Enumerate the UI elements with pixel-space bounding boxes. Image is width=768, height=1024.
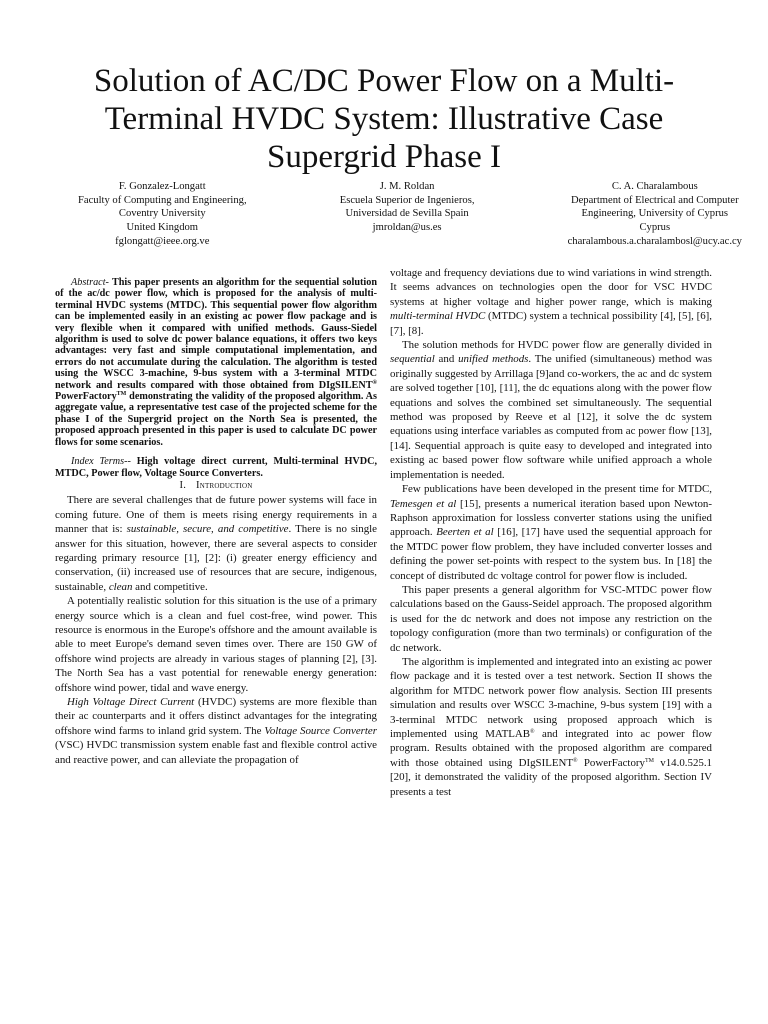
abstract-paragraph [55, 277, 377, 448]
intro-paragraph-5 [390, 482, 712, 583]
index-terms [55, 456, 377, 479]
text-run: (VSC) HVDC transmission system enable fast and flexible control active and reactive power, and can alleviate the propagation of [55, 739, 377, 766]
section-title: Introduction [196, 479, 253, 491]
author-affiliation-line: Universidad de Sevilla Spain [345, 208, 469, 220]
text-run: . There is no single answer for this situation, however, there are several aspects to consider regarding primary resource [1], [2]: (i) greater energy efficiency and conservation, (ii) increased use of resources that are secure, indigenous, sustainable, [55, 523, 378, 593]
abstract-lead: Abstract- [71, 277, 109, 288]
text-run: [15], presents a numerical iteration based upon Newton-Raphson approximation for lossless converter stations using the unified approach. [390, 497, 712, 539]
text-run-italic: unified methods [458, 353, 529, 366]
section-number: I. [179, 479, 187, 491]
text-run: and integrated into ac power flow program. Results obtained with the proposed algorithm are compared with those obtained using DIgSILENT [390, 728, 713, 769]
author-affiliation-line: Engineering, University of Cyprus [581, 208, 729, 220]
intro-paragraph-3-continued [390, 266, 712, 338]
abstract-text-3: demonstrating the validity of the proposed algorithm. As aggregate value, a representative test case of the projected scheme for the phase I of the Supergrid project on the North Sea is presented, the proposed approach presented in this paper is used to calculate DC power flows for some scenarios. [55, 391, 377, 448]
text-run: (HVDC) systems are more flexible than their ac counterparts and it offers distinct advantages for the integrating offshore wind farms to inland grid system. The [55, 696, 377, 737]
author-1 [78, 180, 247, 249]
author-email: fglongatt@ieee.org.ve [115, 235, 210, 247]
registered-mark: ® [372, 379, 377, 386]
text-run: PowerFactory [577, 756, 645, 769]
intro-paragraph-7 [390, 655, 712, 799]
text-run-italic: High Voltage Direct Current [67, 696, 195, 708]
author-affiliation-line: Department of Electrical and Computer [570, 194, 739, 206]
text-run-italic: clean [108, 580, 133, 593]
paper-title: Solution of AC/DC Power Flow on a Multi-Terminal HVDC System: Illustrative Case Supergrid Phase I [93, 63, 675, 175]
registered-mark: ® [530, 729, 535, 735]
author-email: charalambous.a.charalambosl@ucy.ac.cy [567, 235, 742, 247]
index-terms-lead: Index Terms-- [71, 456, 131, 468]
text-run: voltage and frequency deviations due to wind variations in wind strength. It seems advances on technologies open the door for VSC HVDC systems at higher voltage and higher power range, which is making [390, 267, 712, 308]
author-affiliation-line: United Kingdom [126, 222, 199, 234]
text-run-italic: multi-terminal HVDC [390, 310, 486, 323]
abstract-text-2: PowerFactory [55, 391, 117, 403]
intro-paragraph-3 [55, 695, 377, 767]
author-email: jmroldan@us.es [372, 222, 442, 234]
abstract [55, 277, 377, 479]
trademark-mark: TM [116, 391, 127, 398]
author-name: C. A. Charalambous [611, 181, 698, 192]
text-run-italic: Temesgen et al [390, 497, 457, 510]
text-run: and competitive. [132, 580, 208, 593]
intro-paragraph-4 [390, 338, 712, 482]
text-run: . The unified (simultaneous) method was originally suggested by Arrillaga [9]and co-workers, the ac and dc system are solved together [10], [11], the dc equations along with the power flow equations and solves the combined set simultaneously. The sequential method was proposed by Reeve et al [12], it solve the dc system equations using interface variables as computed from ac power flow [13], [14]. Sequential approach is quite easy to developed and integrated into existing ac based power flow software while unified approach a whole implementation is needed. [390, 353, 713, 481]
intro-paragraph-1 [55, 493, 377, 594]
author-name: F. Gonzalez-Longatt [118, 181, 206, 192]
author-affiliation-line: Escuela Superior de Ingenieros, [339, 194, 475, 206]
text-run: There are several challenges that de future power systems will face in coming future. One of them is meets rising energy requirements in a manner that is: [55, 494, 377, 536]
trademark-mark: TM [644, 757, 654, 764]
author-affiliation-line: Faculty of Computing and Engineering, [78, 194, 247, 206]
author-3 [568, 180, 742, 249]
section-heading-introduction [55, 479, 377, 493]
author-name: J. M. Roldan [379, 181, 435, 192]
author-block [78, 180, 742, 249]
author-2 [340, 180, 475, 249]
right-column [390, 266, 712, 799]
text-run-italic: Beerten et al [436, 526, 494, 539]
text-run: v14.0.525.1 [20], it demonstrated the validity of the proposed algorithm. Section IV presents a test [390, 756, 712, 798]
text-run: and [434, 353, 459, 366]
intro-paragraph-2: A potentially realistic solution for this situation is the use of a primary energy source which is a clean and fuel cost-free, wind power. This resource is enormous in the Europe's offshore and the amount available is able to meet Europe's demand seven times over. There are 150 GW of offshore wind projects are already in various stages of planning [2], [3]. The North Sea has a vast potential for renewable energy generation: offshore wind power, tidal and wave energy. [55, 595, 377, 694]
text-run: [16], [17] have used the sequential approach for the MTDC power flow problem, they have included converter losses and defining the power set-points with respect to the system bus. In [18] the concept of distributed dc voltage control for power flow is included. [390, 526, 712, 582]
author-affiliation-line: Coventry University [118, 208, 206, 220]
author-affiliation-line: Cyprus [639, 222, 671, 234]
registered-mark: ® [573, 757, 578, 764]
abstract-text: This paper presents an algorithm for the sequential solution of the ac/dc power flow, which is proposed for the analysis of multi-terminal HVDC systems (MTDC). This sequential power flow algorithm can be implemented easily in an existing ac power flow package and is very flexible when it compared with unified methods. Gauss-Siedel algorithm is used to solve dc power balance equations, it offers two keys advantages: very fast and simple computational implementation, and errors do not accumulate during the calculation. The algorithm is tested using the WSCC 3-machine, 9-bus system with a 3-terminal MTDC network and results compared with those obtained from DIgSILENT [55, 277, 377, 391]
text-run: Few publications have been developed in the present time for MTDC, [402, 483, 712, 496]
intro-paragraph-6: This paper presents a general algorithm for VSC-MTDC power flow calculations based on the Gauss-Seidel approach. The proposed algorithm is used for the dc network and does not impose any restriction on the topology configuration (more than two terminals) or configuration of the dc network. [390, 583, 712, 654]
text-run: The solution methods for HVDC power flow are generally divided in [402, 339, 712, 352]
text-run-italic: sustainable, secure, and competitive [126, 523, 289, 536]
index-terms-text: High voltage direct current, Multi-terminal HVDC, MTDC, Power flow, Voltage Source Converters. [55, 456, 377, 479]
text-run-italic: Voltage Source Converter [264, 724, 377, 737]
text-run: The algorithm is implemented and integrated into an existing ac power flow package and it is tested over a test network. Section II shows the algorithm for MTDC network power flow analysis. Section III presents simulation and results over WSCC 3-machine, 9-bus system [19] with a 3-terminal MTDC network using proposed approach which is implemented using MATLAB [390, 655, 712, 740]
text-run: (MTDC) system a technical possibility [4], [5], [6], [7], [8]. [390, 310, 712, 337]
left-column [55, 277, 377, 767]
text-run-italic: sequential [390, 353, 435, 366]
